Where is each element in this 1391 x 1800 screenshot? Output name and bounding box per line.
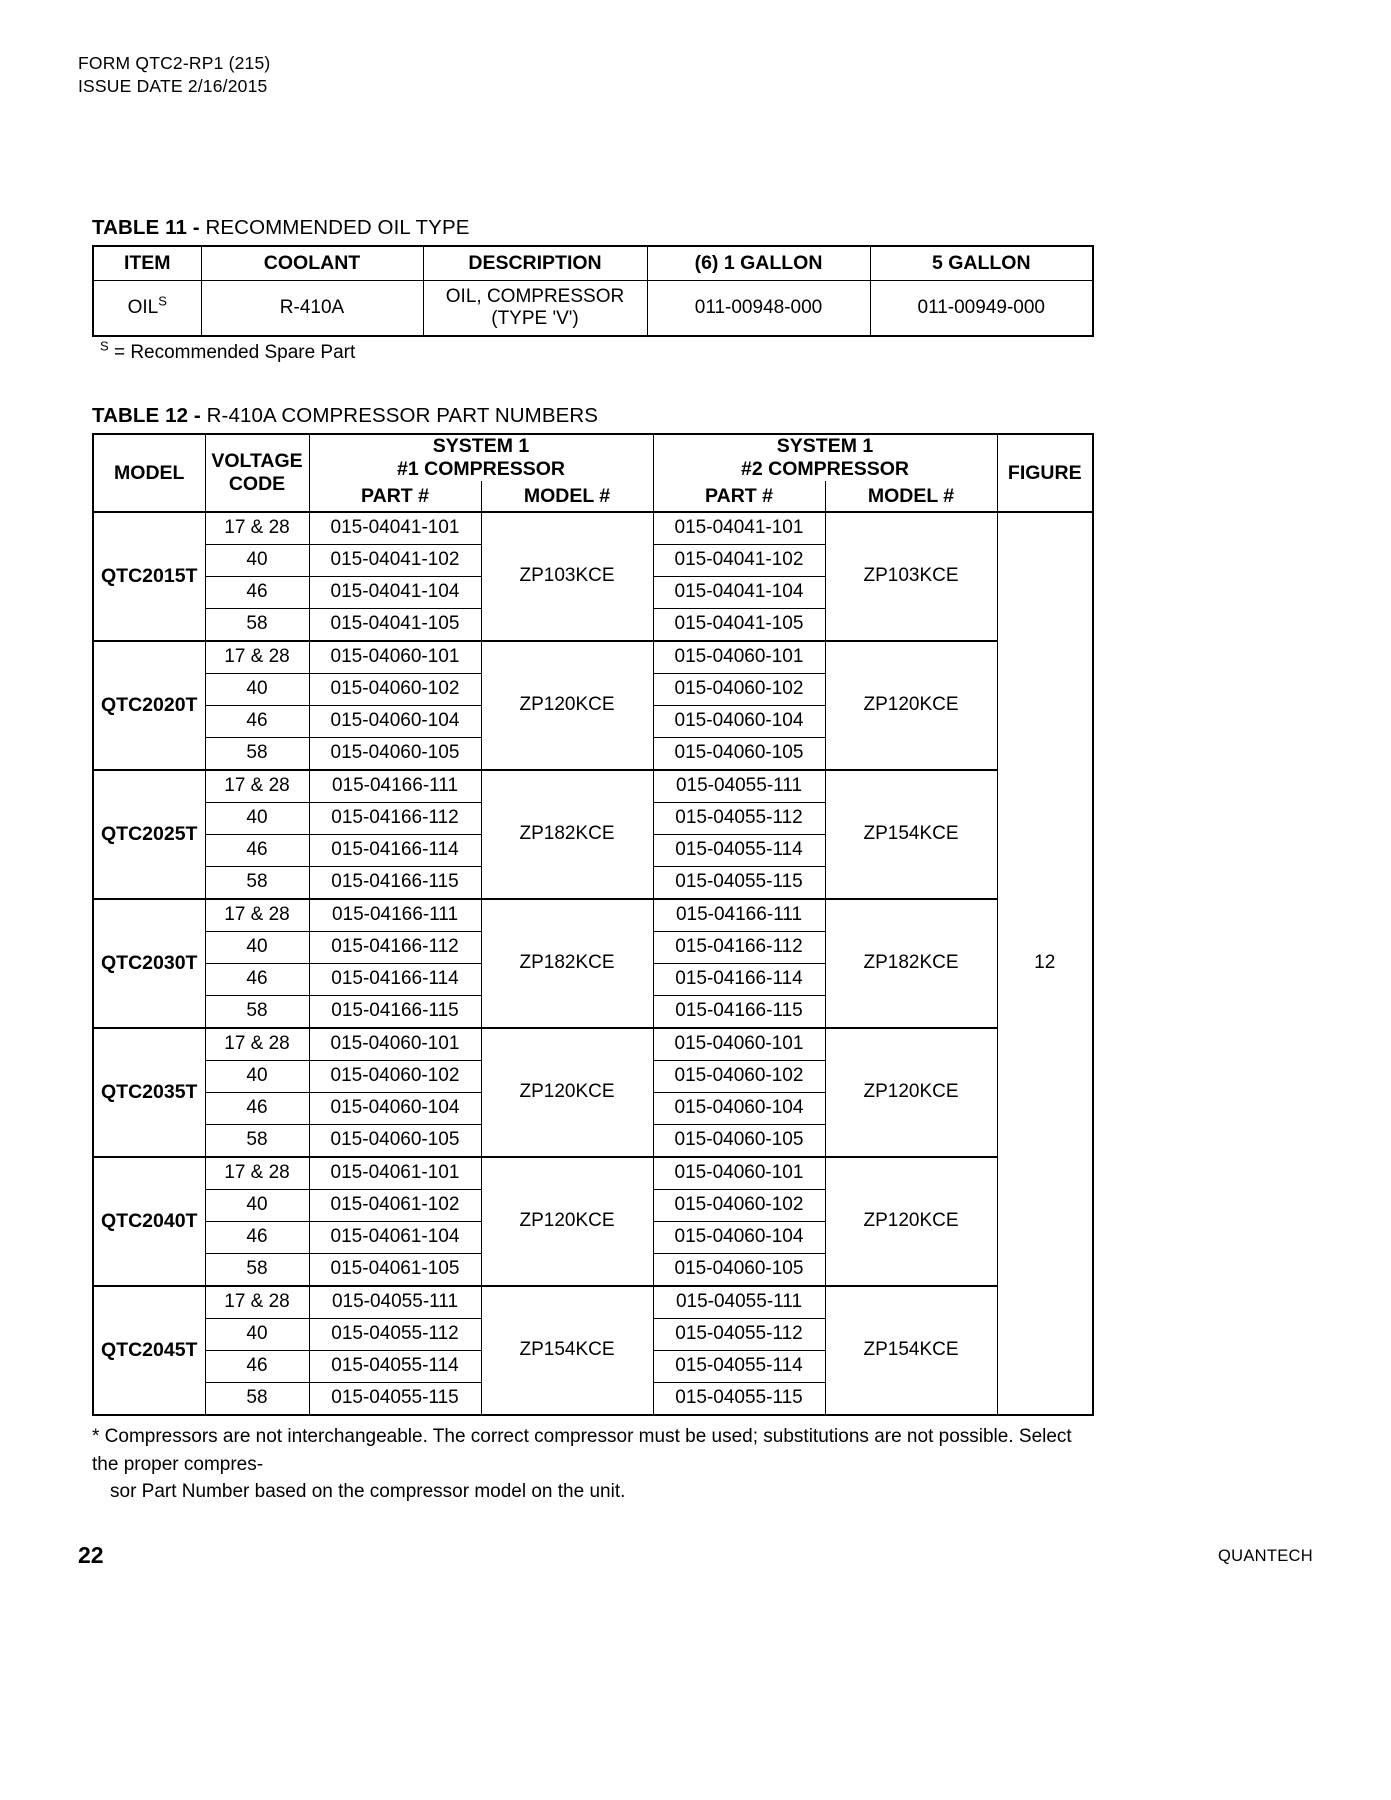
table-12-cell-comp2-part: 015-04060-104 xyxy=(653,1093,825,1125)
footnote-superscript: S xyxy=(100,338,109,354)
table-12-footnote xyxy=(92,1423,1102,1506)
table-12-cell-comp2-part: 015-04055-115 xyxy=(653,867,825,900)
table-12-cell-comp2-part: 015-04060-105 xyxy=(653,1254,825,1287)
table-row xyxy=(93,512,1093,545)
table-12-cell-comp1-part: 015-04166-111 xyxy=(309,770,481,803)
table-12-cell-comp1-part: 015-04166-112 xyxy=(309,932,481,964)
oil-label: OIL xyxy=(127,296,159,318)
table-12-cell-comp1-part: 015-04166-111 xyxy=(309,899,481,932)
table-row xyxy=(93,1286,1093,1319)
table-12-cell-comp2-part: 015-04055-111 xyxy=(653,770,825,803)
table-12-header-row-groups xyxy=(93,434,1093,481)
table-12-body xyxy=(93,512,1093,1415)
table-12-cell-comp1-part: 015-04061-102 xyxy=(309,1190,481,1222)
table-11-section xyxy=(78,216,1313,364)
table-12-cell-comp1-part: 015-04166-115 xyxy=(309,867,481,900)
form-number: FORM QTC2-RP1 (215) xyxy=(78,53,271,73)
table-12-cell-voltage-code: 40 xyxy=(205,803,309,835)
table-12-cell-comp1-part: 015-04166-115 xyxy=(309,996,481,1029)
table-12-group-system1-comp1 xyxy=(309,434,653,481)
table-11-recommended-oil-type xyxy=(92,245,1094,337)
table-12-cell-model: QTC2045T xyxy=(93,1286,205,1415)
table-row xyxy=(93,641,1093,674)
table-12-cell-comp1-model: ZP103KCE xyxy=(481,512,653,641)
table-12-cell-model: QTC2025T xyxy=(93,770,205,899)
voltage-code-line-1: VOLTAGE xyxy=(211,450,303,473)
table-11-col-description: DESCRIPTION xyxy=(423,246,647,281)
table-12-cell-comp1-part: 015-04061-104 xyxy=(309,1222,481,1254)
table-11-cell-coolant: R-410A xyxy=(201,281,423,337)
table-12-cell-comp1-part: 015-04060-102 xyxy=(309,674,481,706)
footnote-text: = Recommended Spare Part xyxy=(108,342,356,364)
table-12-cell-comp1-part: 015-04060-104 xyxy=(309,706,481,738)
group1-line-2: #1 COMPRESSOR xyxy=(397,458,565,481)
table-12-cell-comp1-part: 015-04055-111 xyxy=(309,1286,481,1319)
table-12-cell-voltage-code: 58 xyxy=(205,996,309,1029)
table-12-cell-comp1-part: 015-04041-102 xyxy=(309,545,481,577)
table-12-cell-comp1-part: 015-04166-114 xyxy=(309,964,481,996)
footnote-line-2: sor Part Number based on the compressor model on the unit. xyxy=(110,1481,626,1503)
table-row xyxy=(93,1157,1093,1190)
table-12-group-system1-comp2 xyxy=(653,434,997,481)
table-12-cell-voltage-code: 40 xyxy=(205,1190,309,1222)
table-12-cell-voltage-code: 58 xyxy=(205,1383,309,1416)
table-row xyxy=(93,1028,1093,1061)
table-12-cell-comp2-part: 015-04041-102 xyxy=(653,545,825,577)
table-11-footnote xyxy=(100,338,1313,364)
table-12-col-voltage-code xyxy=(205,434,309,512)
table-12-cell-voltage-code: 58 xyxy=(205,1254,309,1287)
table-12-caption xyxy=(92,404,1313,428)
table-12-cell-comp1-part: 015-04060-105 xyxy=(309,1125,481,1158)
table-12-cell-comp1-model: ZP120KCE xyxy=(481,1157,653,1286)
table-12-cell-comp2-part: 015-04055-115 xyxy=(653,1383,825,1416)
table-12-cell-comp2-part: 015-04055-112 xyxy=(653,1319,825,1351)
table-12-cell-voltage-code: 58 xyxy=(205,1125,309,1158)
table-11-header-row xyxy=(93,246,1093,281)
table-12-cell-voltage-code: 46 xyxy=(205,577,309,609)
table-11-cell-item xyxy=(93,281,201,337)
table-12-cell-comp2-model: ZP120KCE xyxy=(825,1028,997,1157)
table-12-cell-comp1-model: ZP120KCE xyxy=(481,1028,653,1157)
table-12-cell-voltage-code: 46 xyxy=(205,1093,309,1125)
table-12-cell-figure: 12 xyxy=(997,512,1093,1415)
table-12-cell-model: QTC2015T xyxy=(93,512,205,641)
table-11-caption xyxy=(92,216,1313,240)
table-12-cell-comp2-part: 015-04060-105 xyxy=(653,1125,825,1158)
table-12-cell-comp1-part: 015-04041-104 xyxy=(309,577,481,609)
document-header xyxy=(78,52,1313,98)
group2-line-1: SYSTEM 1 xyxy=(776,435,874,458)
table-11-caption-label: TABLE 11 - xyxy=(92,216,206,240)
table-12-col-figure: FIGURE xyxy=(997,434,1093,512)
table-11-col-5-gallon: 5 GALLON xyxy=(870,246,1093,281)
table-12-cell-comp2-model: ZP120KCE xyxy=(825,641,997,770)
table-12-cell-comp1-model: ZP182KCE xyxy=(481,770,653,899)
table-12-cell-voltage-code: 46 xyxy=(205,706,309,738)
table-row xyxy=(93,770,1093,803)
table-12-cell-voltage-code: 17 & 28 xyxy=(205,1286,309,1319)
table-12-cell-voltage-code: 40 xyxy=(205,932,309,964)
page-number: 22 xyxy=(78,1542,104,1568)
table-12-cell-comp1-part: 015-04060-101 xyxy=(309,1028,481,1061)
table-12-cell-comp1-part: 015-04061-105 xyxy=(309,1254,481,1287)
table-12-cell-comp1-part: 015-04061-101 xyxy=(309,1157,481,1190)
table-12-cell-voltage-code: 40 xyxy=(205,674,309,706)
table-12-cell-comp2-part: 015-04060-105 xyxy=(653,738,825,771)
table-12-cell-voltage-code: 58 xyxy=(205,609,309,642)
table-12-cell-voltage-code: 17 & 28 xyxy=(205,1028,309,1061)
table-12-cell-model: QTC2030T xyxy=(93,899,205,1028)
description-line-2: (TYPE 'V') xyxy=(491,308,579,330)
description-line-1: OIL, COMPRESSOR xyxy=(445,285,625,307)
group1-line-1: SYSTEM 1 xyxy=(432,435,530,458)
table-11-cell-5-gallon-part: 011-00949-000 xyxy=(870,281,1093,337)
table-12-section xyxy=(78,404,1313,1506)
table-12-cell-comp2-part: 015-04055-112 xyxy=(653,803,825,835)
table-12-cell-voltage-code: 40 xyxy=(205,1319,309,1351)
table-12-cell-comp1-model: ZP154KCE xyxy=(481,1286,653,1415)
table-12-cell-comp1-part: 015-04060-104 xyxy=(309,1093,481,1125)
table-12-caption-title: R-410A COMPRESSOR PART NUMBERS xyxy=(206,404,599,428)
table-row xyxy=(93,281,1093,337)
table-12-cell-voltage-code: 17 & 28 xyxy=(205,512,309,545)
table-12-cell-comp1-part: 015-04041-101 xyxy=(309,512,481,545)
table-12-cell-comp2-part: 015-04060-101 xyxy=(653,1028,825,1061)
table-12-cell-comp2-part: 015-04041-104 xyxy=(653,577,825,609)
table-12-cell-comp2-part: 015-04166-112 xyxy=(653,932,825,964)
table-12-col-model: MODEL xyxy=(93,434,205,512)
table-11-caption-title: RECOMMENDED OIL TYPE xyxy=(205,216,470,240)
voltage-code-line-2: CODE xyxy=(228,473,286,496)
table-12-cell-comp2-part: 015-04060-104 xyxy=(653,706,825,738)
table-12-cell-comp1-part: 015-04060-101 xyxy=(309,641,481,674)
table-12-cell-comp1-part: 015-04055-112 xyxy=(309,1319,481,1351)
table-12-compressor-part-numbers xyxy=(92,433,1094,1416)
table-12-cell-comp1-part: 015-04166-112 xyxy=(309,803,481,835)
table-12-cell-comp2-part: 015-04166-115 xyxy=(653,996,825,1029)
table-12-cell-comp1-part: 015-04055-114 xyxy=(309,1351,481,1383)
table-12-cell-comp2-part: 015-04055-111 xyxy=(653,1286,825,1319)
footnote-line-1: * Compressors are not interchangeable. The correct compressor must be used; substitutions are not possible. Select the proper compres- xyxy=(92,1426,1072,1475)
table-12-cell-comp2-part: 015-04166-114 xyxy=(653,964,825,996)
table-12-col-comp2-part: PART # xyxy=(653,481,825,512)
table-12-cell-comp1-part: 015-04041-105 xyxy=(309,609,481,642)
table-12-cell-comp1-part: 015-04055-115 xyxy=(309,1383,481,1416)
table-12-col-comp1-part: PART # xyxy=(309,481,481,512)
table-12-cell-model: QTC2040T xyxy=(93,1157,205,1286)
table-12-cell-model: QTC2035T xyxy=(93,1028,205,1157)
table-12-cell-comp1-part: 015-04166-114 xyxy=(309,835,481,867)
table-12-col-comp1-model: MODEL # xyxy=(481,481,653,512)
table-12-cell-comp1-part: 015-04060-102 xyxy=(309,1061,481,1093)
table-12-col-comp2-model: MODEL # xyxy=(825,481,997,512)
table-12-cell-voltage-code: 17 & 28 xyxy=(205,770,309,803)
table-12-cell-voltage-code: 40 xyxy=(205,1061,309,1093)
spare-part-superscript: S xyxy=(158,293,167,309)
table-12-cell-voltage-code: 58 xyxy=(205,867,309,900)
table-12-cell-voltage-code: 46 xyxy=(205,964,309,996)
group2-line-2: #2 COMPRESSOR xyxy=(741,458,909,481)
table-12-cell-comp1-model: ZP182KCE xyxy=(481,899,653,1028)
table-12-cell-comp2-model: ZP154KCE xyxy=(825,1286,997,1415)
table-12-cell-comp2-part: 015-04060-104 xyxy=(653,1222,825,1254)
table-12-cell-comp2-model: ZP120KCE xyxy=(825,1157,997,1286)
table-12-cell-comp2-part: 015-04060-102 xyxy=(653,1061,825,1093)
table-12-caption-label: TABLE 12 - xyxy=(92,404,207,428)
table-12-cell-comp1-model: ZP120KCE xyxy=(481,641,653,770)
table-12-cell-voltage-code: 46 xyxy=(205,1222,309,1254)
table-11-cell-1-gallon-part: 011-00948-000 xyxy=(647,281,870,337)
table-12-cell-voltage-code: 17 & 28 xyxy=(205,1157,309,1190)
table-12-cell-comp2-part: 015-04055-114 xyxy=(653,1351,825,1383)
table-12-cell-voltage-code: 46 xyxy=(205,835,309,867)
table-12-cell-comp2-part: 015-04060-102 xyxy=(653,674,825,706)
table-12-cell-voltage-code: 46 xyxy=(205,1351,309,1383)
table-12-cell-model: QTC2020T xyxy=(93,641,205,770)
table-12-cell-comp2-part: 015-04060-101 xyxy=(653,1157,825,1190)
table-12-cell-comp2-model: ZP182KCE xyxy=(825,899,997,1028)
table-12-cell-voltage-code: 17 & 28 xyxy=(205,899,309,932)
table-12-cell-comp2-part: 015-04055-114 xyxy=(653,835,825,867)
table-12-cell-voltage-code: 40 xyxy=(205,545,309,577)
table-12-cell-voltage-code: 58 xyxy=(205,738,309,771)
page-footer xyxy=(78,1542,1313,1568)
table-11-cell-description xyxy=(423,281,647,337)
table-12-cell-comp2-part: 015-04060-102 xyxy=(653,1190,825,1222)
table-12-cell-comp2-model: ZP103KCE xyxy=(825,512,997,641)
table-12-cell-comp2-part: 015-04041-105 xyxy=(653,609,825,642)
table-12-cell-comp2-model: ZP154KCE xyxy=(825,770,997,899)
table-12-cell-comp1-part: 015-04060-105 xyxy=(309,738,481,771)
issue-date: ISSUE DATE 2/16/2015 xyxy=(78,76,268,97)
brand-name: QUANTECH xyxy=(1218,1547,1313,1565)
table-12-cell-comp2-part: 015-04060-101 xyxy=(653,641,825,674)
table-row xyxy=(93,899,1093,932)
table-11-col-item: ITEM xyxy=(93,246,201,281)
table-11-col-coolant: COOLANT xyxy=(201,246,423,281)
table-12-cell-voltage-code: 17 & 28 xyxy=(205,641,309,674)
table-11-col-1-gallon: (6) 1 GALLON xyxy=(647,246,870,281)
table-12-cell-comp2-part: 015-04166-111 xyxy=(653,899,825,932)
table-12-cell-comp2-part: 015-04041-101 xyxy=(653,512,825,545)
